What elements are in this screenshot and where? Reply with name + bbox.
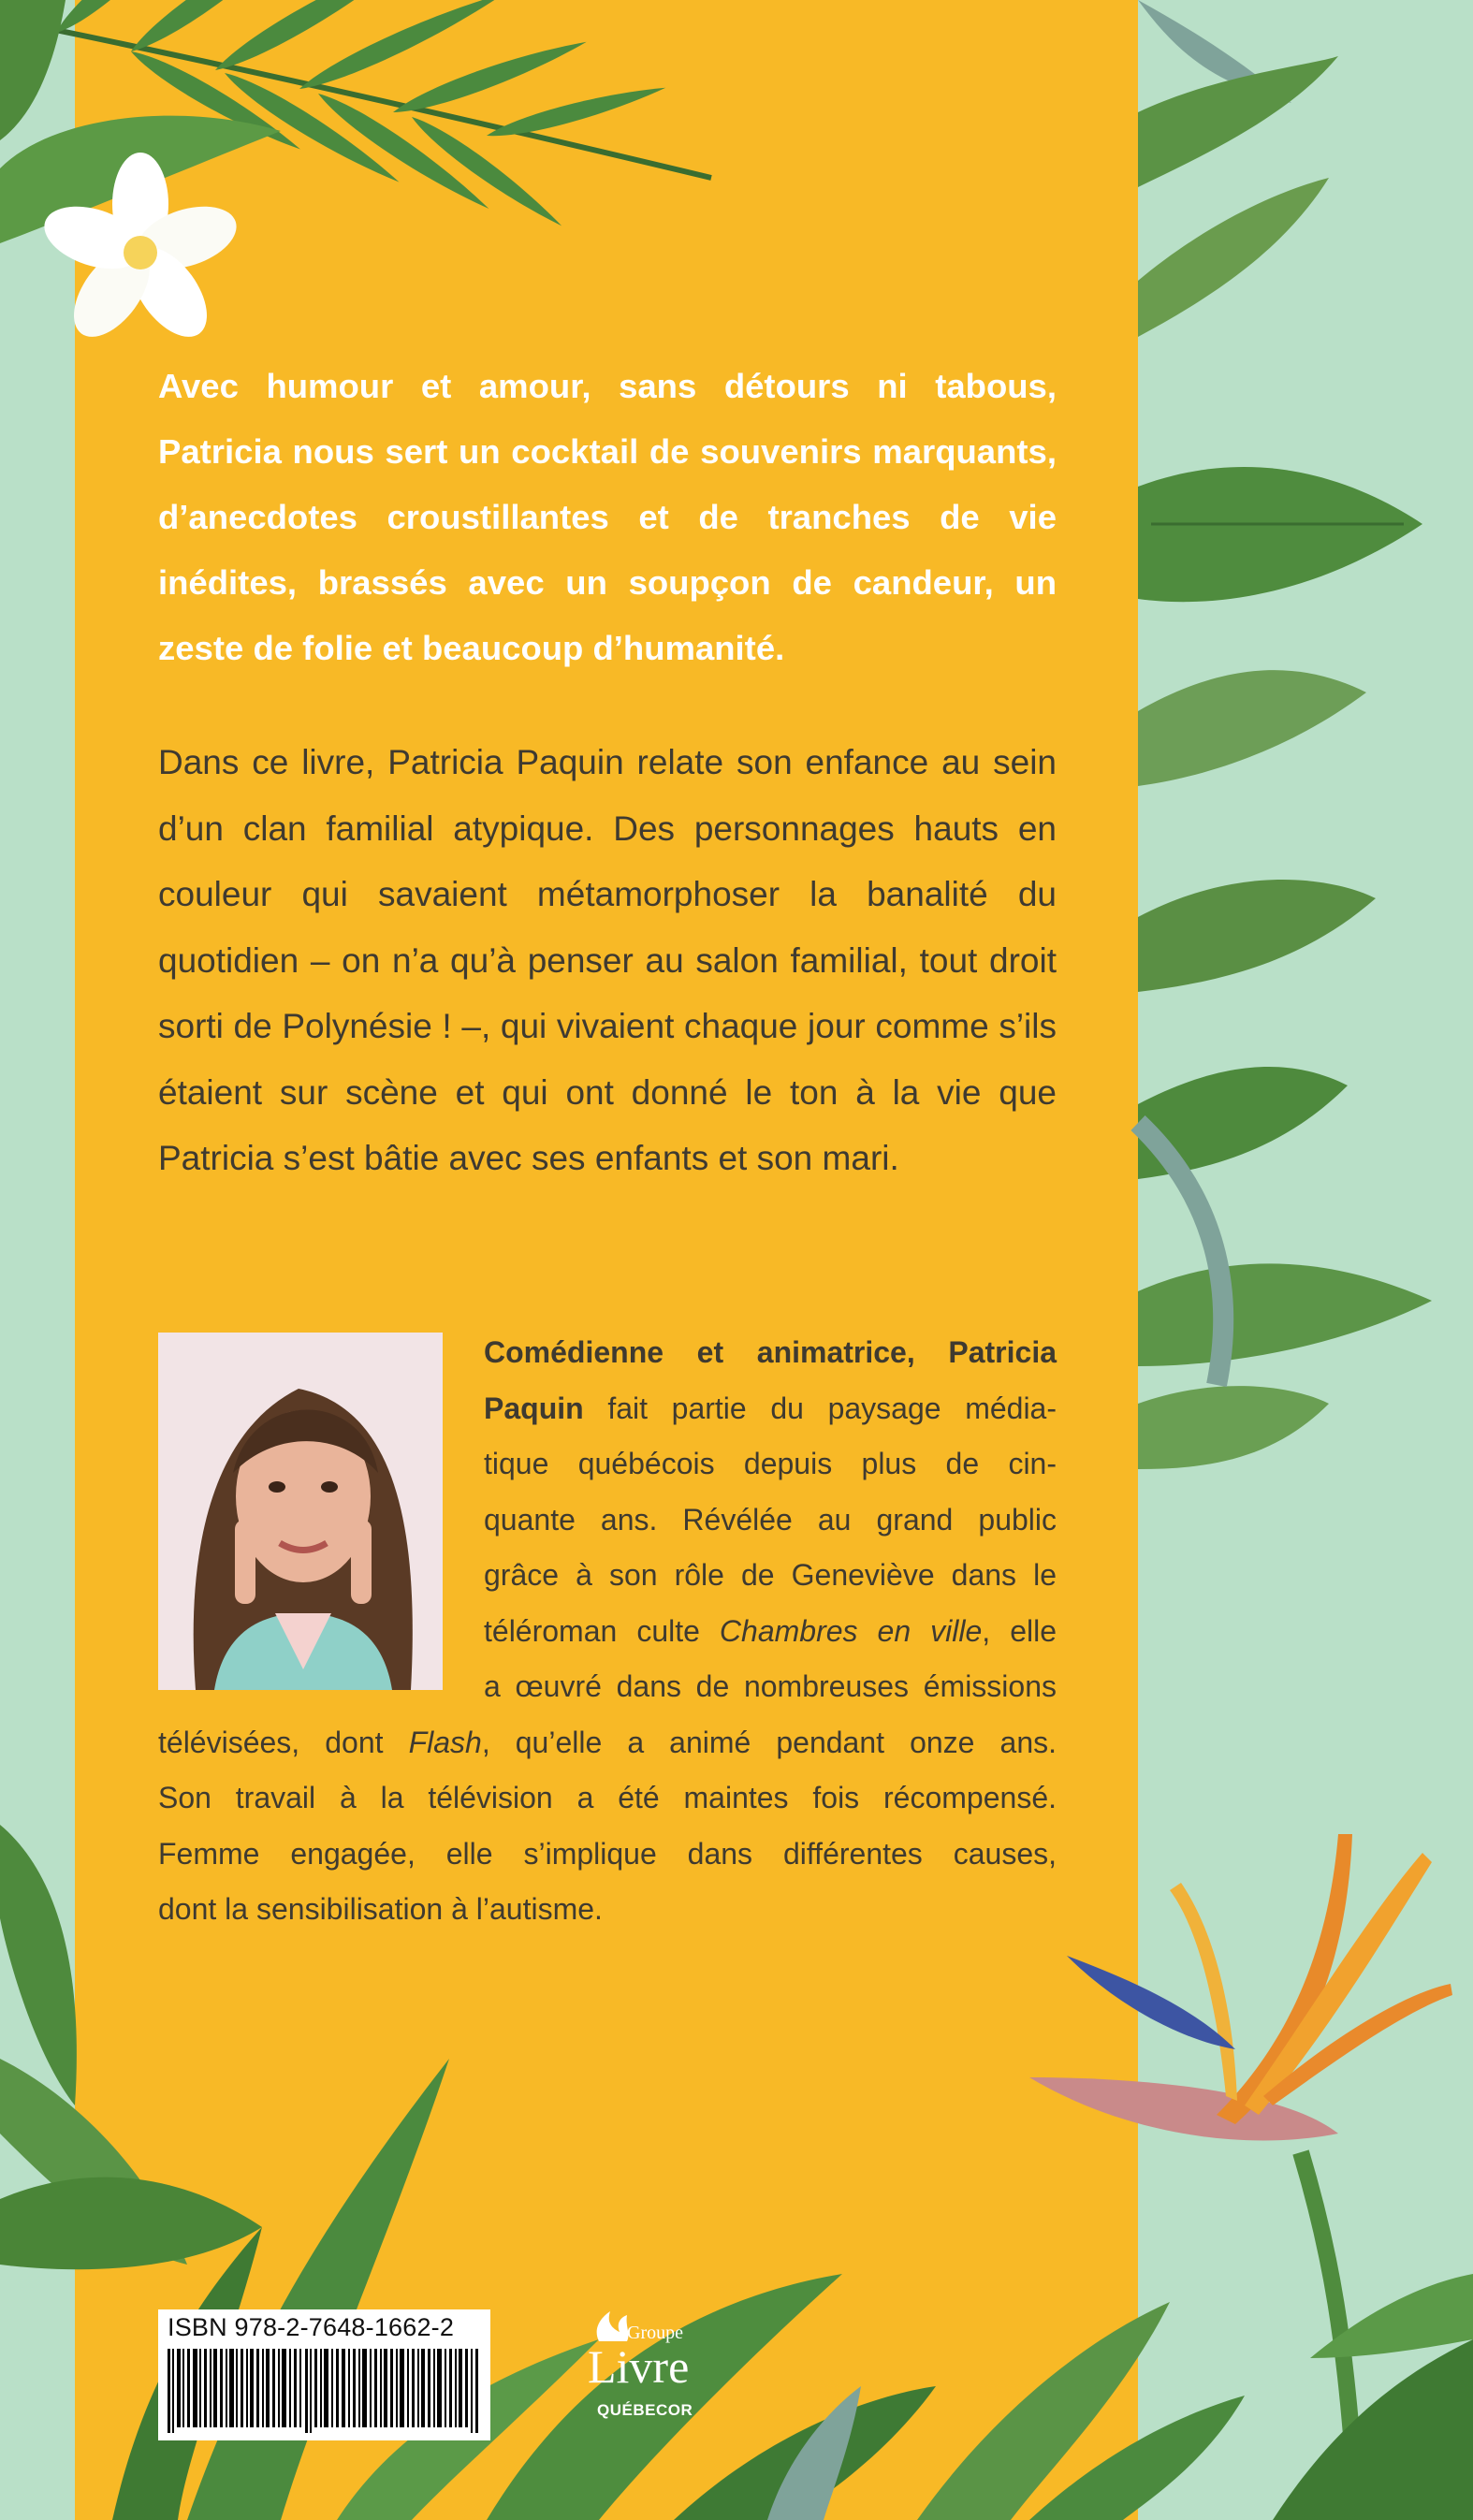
bio-line: téléroman culte Chambres en ville, elle [484,1613,1057,1648]
publisher-livre: Livre [588,2340,690,2393]
leaves-right-column [1138,0,1432,1469]
bio-line: Paquin fait partie du paysage média- [484,1391,1057,1425]
bio-line: grâce à son rôle de Geneviève dans le [484,1558,1057,1592]
bio-line: quante ans. Révélée au grand public [484,1502,1057,1537]
author-bio [158,1325,1057,1938]
bio-line: Femme engagée, elle s’implique dans différentes causes, [158,1836,1057,1871]
publisher-logo [561,2308,711,2443]
bio-line: Comédienne et animatrice, Patricia [484,1335,1057,1369]
intro-blurb: Avec humour et amour, sans détours ni tabous, Patricia nous sert un cocktail de souvenirs marquants, d’anecdotes croustillantes et de tranches de vie inédites, brassés avec un soupçon de candeur, un zeste de folie et beaucoup d’humanité. [158,367,1057,667]
publisher-quebecor: QUÉBECOR [597,2401,693,2419]
barcode-bars [168,2349,481,2433]
bio-line: télévisées, dont Flash, qu’elle a animé pendant onze ans. [158,1725,1057,1759]
isbn-number: ISBN 978-2-7648-1662-2 [168,2313,455,2341]
bio-line: Son travail à la télévision a été maintes fois récompensé. [158,1781,1057,1814]
bio-line: dont la sensibilisation à l’autisme. [158,1892,603,1926]
synopsis-paragraph: Dans ce livre, Patricia Paquin relate son enfance au sein d’un clan familial atypique. Des personnages hauts en couleur qui savaient métamorphoser la banalité du quotidien – on n’a qu’à penser au salon familial, tout droit sorti de Polynésie ! –, qui vivaient chaque jour comme s’ils étaient sur scène et qui ont donné le ton à la vie que Patricia s’est bâtie avec ses enfants et son mari. [158,743,1057,1177]
bio-line: tique québécois depuis plus de cin- [484,1447,1057,1480]
publisher-groupe: Groupe [627,2323,683,2343]
bio-line: a œuvré dans de nombreuses émissions [484,1669,1057,1703]
isbn-barcode [158,2309,490,2440]
